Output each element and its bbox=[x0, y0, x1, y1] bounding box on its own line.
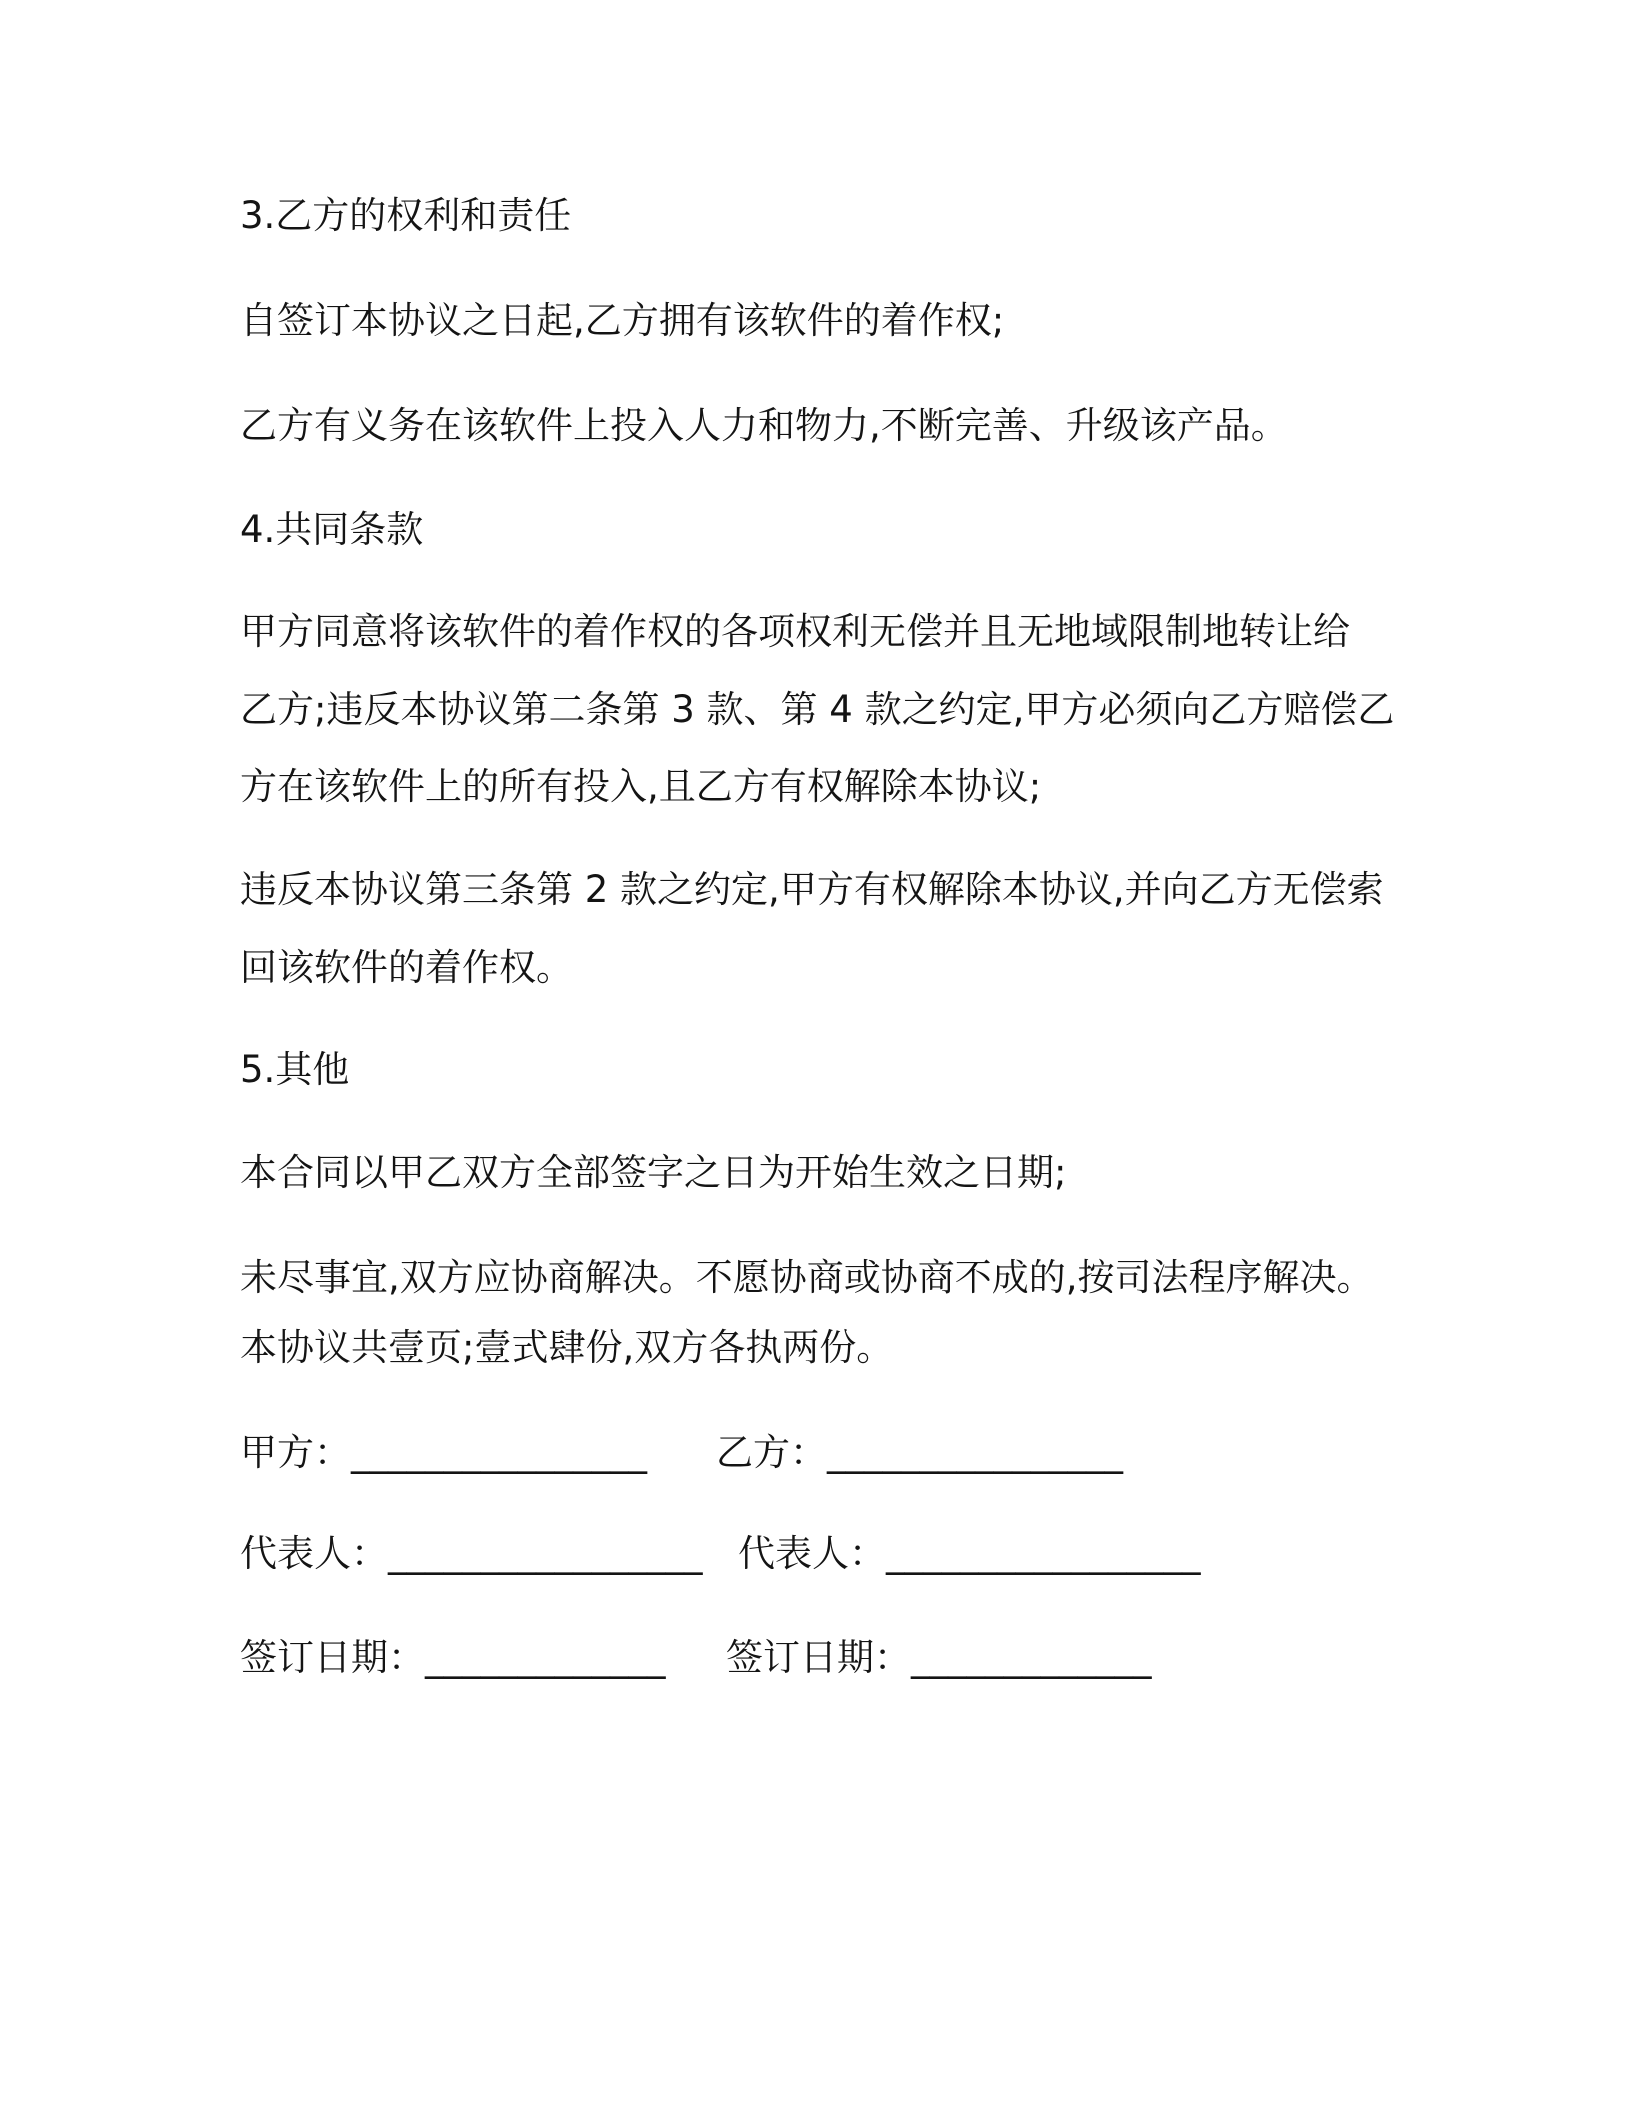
section-4-paragraph-2-line-2: 回该软件的着作权。 bbox=[240, 946, 573, 989]
party-b-signature-field: 乙方：________________ bbox=[716, 1431, 1123, 1474]
section-5-paragraph-1: 本合同以甲乙双方全部签字之日为开始生效之日期; bbox=[240, 1151, 1067, 1194]
section-4-paragraph-1-line-2: 乙方;违反本协议第二条第 3 款、第 4 款之约定,甲方必须向乙方赔偿乙 bbox=[240, 688, 1395, 731]
party-b-date-field: 签订日期：_____________ bbox=[726, 1636, 1152, 1679]
section-4-paragraph-1-line-1: 甲方同意将该软件的着作权的各项权利无偿并且无地域限制地转让给 bbox=[240, 610, 1350, 653]
section-4-paragraph-1-line-3: 方在该软件上的所有投入,且乙方有权解除本协议; bbox=[240, 765, 1042, 808]
section-4-paragraph-2-line-1: 违反本协议第三条第 2 款之约定,甲方有权解除本协议,并向乙方无偿索 bbox=[240, 868, 1384, 911]
section-5-paragraph-2: 未尽事宜,双方应协商解决。不愿协商或协商不成的,按司法程序解决。 bbox=[240, 1256, 1374, 1299]
section-4-heading: 4.共同条款 bbox=[240, 508, 424, 551]
section-5-heading: 5.其他 bbox=[240, 1048, 350, 1091]
party-a-date-field: 签订日期：_____________ bbox=[240, 1636, 666, 1679]
section-3-paragraph-1: 自签订本协议之日起,乙方拥有该软件的着作权; bbox=[240, 299, 1005, 342]
party-a-representative-field: 代表人：_________________ bbox=[240, 1532, 703, 1575]
section-5-paragraph-3: 本协议共壹页;壹式肆份,双方各执两份。 bbox=[240, 1326, 894, 1369]
party-b-representative-field: 代表人：_________________ bbox=[738, 1532, 1201, 1575]
section-3-paragraph-2: 乙方有义务在该软件上投入人力和物力,不断完善、升级该产品。 bbox=[240, 404, 1288, 447]
party-a-signature-field: 甲方：________________ bbox=[240, 1431, 647, 1474]
section-3-heading: 3.乙方的权利和责任 bbox=[240, 194, 572, 237]
